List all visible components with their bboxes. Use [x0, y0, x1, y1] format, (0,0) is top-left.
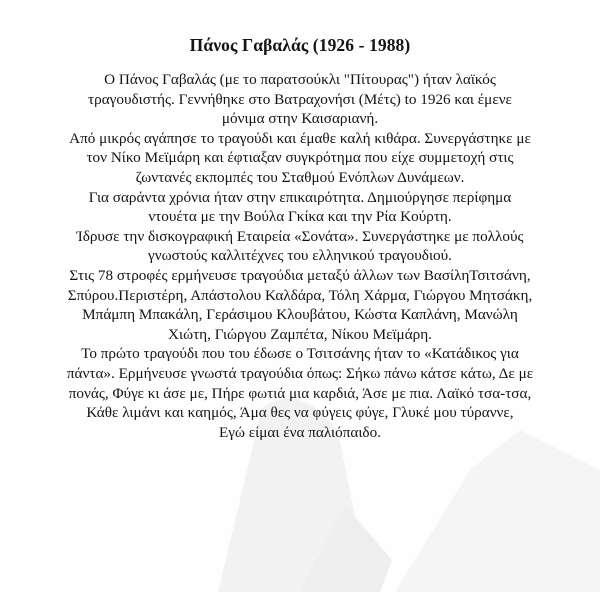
body-line: γνωστούς καλλιτέχνες του ελληνικού τραγουδιού.	[148, 247, 452, 265]
body-line: μόνιμα στην Καισαριανή.	[221, 110, 379, 128]
body-line: Μπάμπη Μπακάλη, Γεράσιμου Κλουβάτου, Κώστα Καπλάνη, Μανώλη	[82, 306, 518, 324]
body-line: ντουέτα με την Βούλα Γκίκα και την Ρία Κούρτη.	[148, 208, 452, 226]
body-line: Ίδρυσε την δισκογραφική Εταιρεία «Σονάτα». Συνεργάστηκε με πολλούς	[76, 227, 524, 245]
document-body	[0, 70, 600, 442]
body-line: Κάθε λιμάνι και καημός, Άμα θες να φύγεις φύγε, Γλυκέ μου τύραννε,	[86, 404, 514, 422]
body-line: Το πρώτο τραγούδι που του έδωσε ο Τσιτσάνης ήταν το «Κατάδικος για	[81, 345, 519, 363]
watermark-shape-right	[395, 430, 600, 592]
body-line: τον Νίκο Μεϊμάρη και έφτιαξαν συγκρότημα που είχε συμμετοχή στις	[86, 149, 514, 167]
body-line: Ο Πάνος Γαβαλάς (με το παρατσούκλι "Πίτουρας") ήταν λαϊκός	[104, 71, 496, 88]
body-line: Χιώτη, Γιώργου Ζαμπέτα, Νίκου Μεϊμάρη.	[168, 325, 432, 343]
body-line: ζωντανές εκπομπές του Σταθμού Ενόπλων Δυνάμεων.	[135, 168, 465, 186]
body-line: Από μικρός αγάπησε το τραγούδι και έμαθε καλή κιθάρα. Συνεργάστηκε με	[69, 129, 531, 147]
body-line: Σπύρου.Περιστέρη, Απάστολου Καλδάρα, Τόλη Χάρμα, Γιώργου Μητσάκη,	[67, 286, 533, 304]
body-line: Στις 78 στροφές ερμήνευσε τραγούδια μεταξύ άλλων των ΒασίληΤσιτσάνη,	[69, 266, 531, 284]
body-line: πάντα». Ερμήνευσε γνωστά τραγούδια όπως: Σήκω πάνω κάτσε κάτω, Δε με	[66, 364, 534, 382]
document-title: Πάνος Γαβαλάς (1926 - 1988)	[189, 35, 411, 55]
body-line: Για σαράντα χρόνια ήταν στην επικαιρότητα. Δημιούργησε περίφημα	[88, 188, 512, 206]
body-line: Εγώ είμαι ένα παλιόπαιδο.	[219, 423, 381, 441]
body-line: τραγουδιστής. Γεννήθηκε στο Βατραχονήσι (Μέτς) to 1926 και έμενε	[88, 90, 512, 108]
body-line: πονάς, Φύγε κι άσε με, Πήρε φωτιά μια καρδιά, Άσε με πια. Λαϊκό τσα-τσα,	[68, 384, 532, 402]
